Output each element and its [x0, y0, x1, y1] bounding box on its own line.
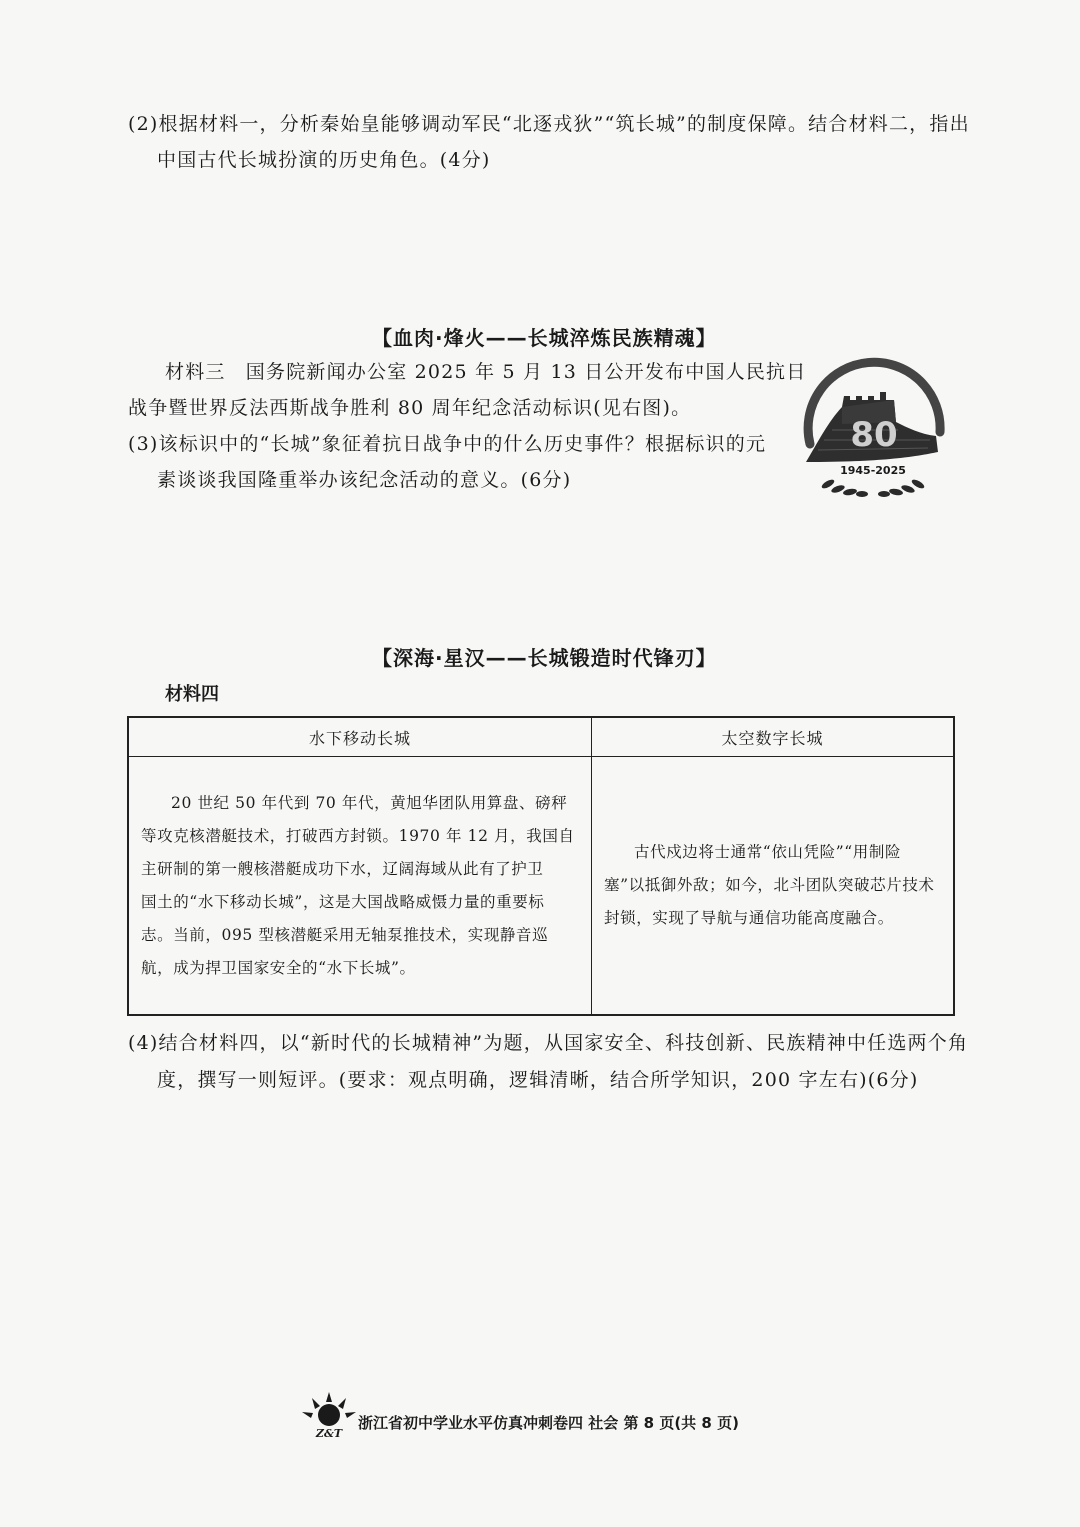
- material4-label: 材料四: [165, 684, 219, 705]
- q2-line-1: (2)根据材料一，分析秦始皇能够调动军民“北逐戎狄”“筑长城”的制度保障。结合材料二，指出: [128, 113, 970, 135]
- space-line: 封锁，实现了导航与通信功能高度融合。: [604, 909, 894, 927]
- underwater-line: 航，成为捍卫国家安全的“水下长城”。: [141, 958, 416, 977]
- table-cell-space: [592, 757, 955, 1016]
- q4-line-2: 度，撰写一则短评。(要求：观点明确，逻辑清晰，结合所学知识，200 字左右)(6分): [157, 1069, 919, 1091]
- q2-line-2: 中国古代长城扮演的历史角色。(4分): [157, 149, 491, 171]
- space-line: 古代戍边将士通常“依山凭险”“用制险: [634, 843, 902, 861]
- underwater-line: 志。当前，095 型核潜艇采用无轴泵推技术，实现静音巡: [141, 925, 549, 944]
- logo-text: Z&T: [315, 1427, 343, 1440]
- underwater-line: 国土的“水下移动长城”，这是大国战略威慑力量的重要标: [141, 892, 545, 911]
- table-cell-underwater: [128, 757, 592, 1016]
- page-footer: 浙江省初中学业水平仿真冲刺卷四 社会 第 8 页(共 8 页): [358, 1414, 739, 1432]
- great-wall-emblem-icon: [798, 352, 948, 500]
- space-line: 塞”以抵御外敌；如今，北斗团队突破芯片技术: [604, 876, 935, 894]
- underwater-line: 等攻克核潜艇技术，打破西方封锁。1970 年 12 月，我国自: [141, 826, 575, 845]
- emblem-years: 1945-2025: [840, 464, 906, 477]
- underwater-line: 主研制的第一艘核潜艇成功下水，辽阔海域从此有了护卫: [141, 859, 544, 878]
- q3-line-1: (3)该标识中的“长城”象征着抗日战争中的什么历史事件？根据标识的元: [128, 433, 767, 455]
- material4-table: [127, 716, 955, 1016]
- emblem-number: 80: [850, 415, 898, 455]
- table-header-space: 太空数字长城: [592, 717, 955, 757]
- section4-title: 【深海·星汉——长城锻造时代锋刃】: [372, 646, 717, 670]
- q3-line-2: 素谈谈我国隆重举办该纪念活动的意义。(6分): [157, 469, 572, 491]
- material3-line-2: 战争暨世界反法西斯战争胜利 80 周年纪念活动标识(见右图)。: [128, 397, 692, 419]
- table-header-underwater: 水下移动长城: [128, 717, 592, 757]
- material3-line-1: 材料三 国务院新闻办公室 2025 年 5 月 13 日公开发布中国人民抗日: [165, 361, 807, 383]
- section3-title: 【血肉·烽火——长城淬炼民族精魂】: [372, 326, 717, 350]
- publisher-sun-logo-icon: [298, 1388, 360, 1440]
- q4-line-1: (4)结合材料四，以“新时代的长城精神”为题，从国家安全、科技创新、民族精神中任选两个角: [128, 1032, 969, 1054]
- underwater-line: 20 世纪 50 年代到 70 年代，黄旭华团队用算盘、磅秤: [171, 793, 568, 812]
